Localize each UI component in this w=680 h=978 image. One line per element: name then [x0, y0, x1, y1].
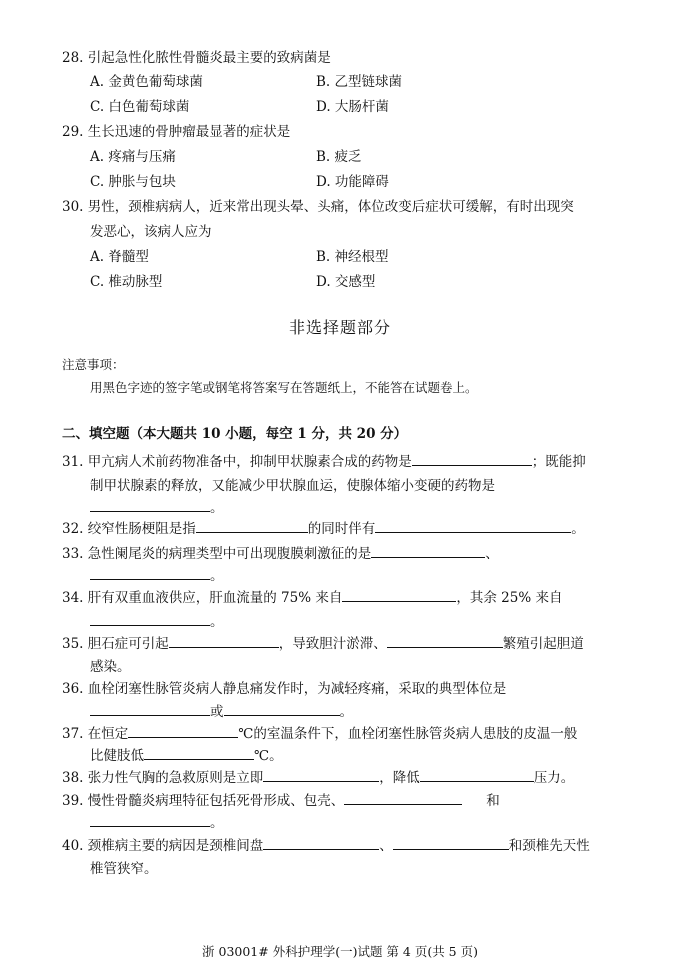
answer-blank [393, 836, 509, 850]
answer-blank [90, 702, 210, 716]
question-32 [62, 517, 585, 537]
question-34-line2 [90, 610, 224, 630]
question-30-option-a: A. 脊髓型 [90, 249, 149, 265]
answer-blank [196, 519, 308, 533]
question-29-option-d: D. 功能障碍 [316, 174, 389, 190]
question-36-line2 [90, 700, 353, 720]
question-34-text-b: ，其余 25% 来自 [456, 590, 563, 606]
question-39-text-c: 。 [210, 815, 224, 831]
answer-blank [90, 612, 210, 626]
answer-blank [224, 702, 340, 716]
question-38-text-c: 压力。 [533, 770, 575, 786]
question-35-text-b: ，导致胆汁淤滞、 [278, 636, 387, 652]
answer-blank [344, 791, 462, 805]
question-29-stem: 29. 生长迅速的骨肿瘤最显著的症状是 [62, 124, 291, 140]
question-34-line1 [62, 586, 562, 606]
question-36-text-c: 。 [339, 704, 353, 720]
question-28-option-b: B. 乙型链球菌 [316, 74, 403, 90]
answer-blank [90, 498, 210, 512]
question-32-text-a: 32. 绞窄性肠梗阻是指 [62, 521, 196, 537]
answer-blank [128, 724, 238, 738]
answer-blank [375, 519, 571, 533]
question-35-line1 [62, 632, 584, 652]
question-31-line1 [62, 450, 586, 470]
question-37-line1 [62, 722, 577, 742]
answer-blank [420, 768, 534, 782]
question-34-text-a: 34. 肝有双重血液供应，肝血流量的 75% 来自 [62, 590, 343, 606]
question-33-line2 [90, 564, 224, 584]
question-38-text-b: ，降低 [379, 770, 420, 786]
question-28-option-c: C. 白色葡萄球菌 [90, 99, 190, 115]
question-32-text-b: 的同时伴有 [307, 521, 376, 537]
question-33-line1 [62, 542, 499, 562]
question-40-line2: 椎管狭窄。 [90, 861, 158, 877]
question-32-text-c: 。 [571, 521, 585, 537]
question-35-text-a: 35. 胆石症可引起 [62, 636, 169, 652]
question-36-line1: 36. 血栓闭塞性脉管炎病人静息痛发作时，为减轻疼痛，采取的典型体位是 [62, 681, 507, 697]
answer-blank [263, 768, 379, 782]
question-28-option-d: D. 大肠杆菌 [316, 99, 389, 115]
question-33-text-a: 33. 急性阑尾炎的病理类型中可出现腹膜刺激征的是 [62, 546, 372, 562]
question-40-line1 [62, 834, 590, 854]
question-35-line2: 感染。 [90, 659, 131, 675]
question-31-text-a: 31. 甲亢病人术前药物准备中，抑制甲状腺素合成的药物是 [62, 454, 412, 470]
question-30-option-b: B. 神经根型 [316, 249, 389, 265]
answer-blank [342, 588, 456, 602]
question-36-text-b: 或 [210, 704, 224, 720]
question-39-line1 [62, 789, 500, 809]
notice-text: 用黑色字迹的签字笔或钢笔将答案写在答题纸上，不能答在试题卷上。 [90, 380, 478, 395]
question-33-text-c: 。 [210, 568, 224, 584]
question-30-stem-line1: 30. 男性，颈椎病病人，近来常出现头晕、头痛，体位改变后症状可缓解，有时出现突 [62, 199, 574, 215]
answer-blank [90, 813, 210, 827]
answer-blank [263, 836, 379, 850]
question-29-option-c: C. 肿胀与包块 [90, 174, 176, 190]
question-29-option-a: A. 疼痛与压痛 [90, 149, 176, 165]
question-30-stem-line2: 发恶心，该病人应为 [90, 224, 212, 240]
question-37-line2 [90, 744, 283, 764]
question-30-option-c: C. 椎动脉型 [90, 274, 163, 290]
question-40-text-c: 和颈椎先天性 [508, 838, 590, 854]
question-35-text-c: 繁殖引起胆道 [502, 636, 584, 652]
question-37-text-c: 比健肢低 [90, 748, 144, 764]
question-38-text-a: 38. 张力性气胸的急救原则是立即 [62, 770, 264, 786]
notice-label: 注意事项： [62, 357, 125, 372]
answer-blank [387, 634, 503, 648]
question-37-text-d: ℃。 [254, 748, 283, 764]
question-33-text-b: 、 [485, 546, 499, 562]
question-28-option-a: A. 金黄色葡萄球菌 [90, 74, 203, 90]
question-29-option-b: B. 疲乏 [316, 149, 362, 165]
answer-blank [169, 634, 279, 648]
question-39-text-b: 和 [486, 793, 500, 809]
question-37-text-a: 37. 在恒定 [62, 726, 129, 742]
question-30-option-d: D. 交感型 [316, 274, 376, 290]
section-title: 非选择题部分 [288, 318, 391, 337]
question-34-text-c: 。 [210, 614, 224, 630]
part2-title: 二、填空题（本大题共 10 小题，每空 1 分，共 20 分） [62, 426, 408, 442]
question-40-text-a: 40. 颈椎病主要的病因是颈椎间盘 [62, 838, 264, 854]
question-31-line2: 制甲状腺素的释放，又能减少甲状腺血运，使腺体缩小变硬的药物是 [90, 478, 495, 494]
answer-blank [371, 544, 485, 558]
question-40-text-b: 、 [379, 838, 393, 854]
question-31-text-b: ；既能抑 [531, 454, 586, 470]
question-38 [62, 766, 574, 786]
answer-blank [412, 452, 532, 466]
question-31-line3 [90, 496, 224, 516]
page-footer: 浙 03001# 外科护理学(一)试题 第 4 页(共 5 页) [202, 944, 478, 959]
answer-blank [90, 566, 210, 580]
question-31-text-d: 。 [210, 500, 224, 516]
question-39-text-a: 39. 慢性骨髓炎病理特征包括死骨形成、包壳、 [62, 793, 345, 809]
answer-blank [144, 746, 254, 760]
question-37-text-b: ℃的室温条件下，血栓闭塞性脉管炎病人患肢的皮温一般 [238, 726, 578, 742]
question-28-stem: 28. 引起急性化脓性骨髓炎最主要的致病菌是 [62, 50, 331, 66]
question-39-line2 [90, 811, 224, 831]
